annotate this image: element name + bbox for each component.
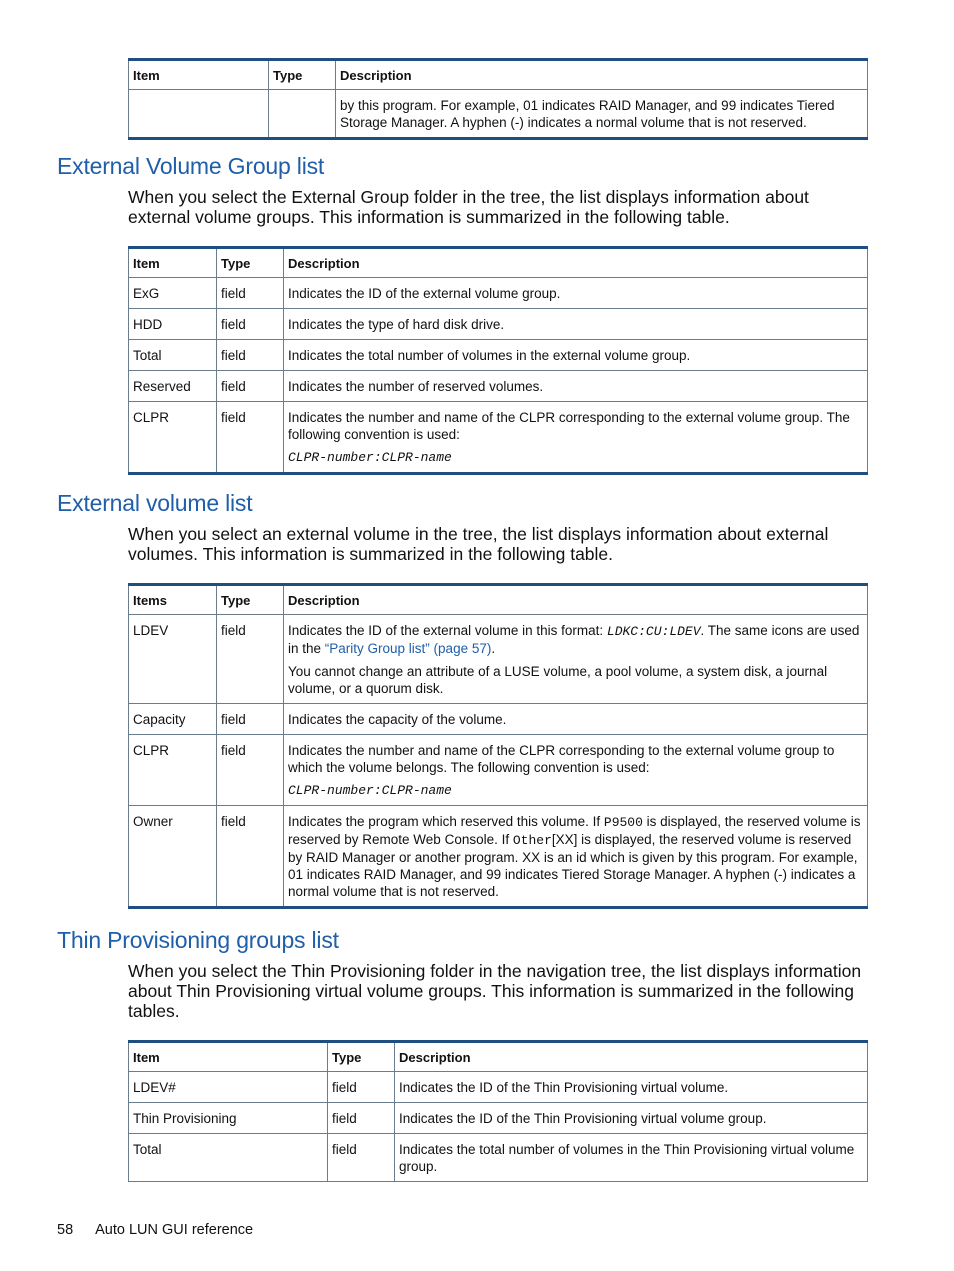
table-row [129,1072,868,1103]
cell-description: Indicates the capacity of the volume. [284,704,868,735]
page-footer [57,1222,253,1238]
description-text: Indicates the ID of the external volume in this format: [288,623,607,638]
program-code: P9500 [603,815,643,830]
cell-item: CLPR [129,735,217,806]
table-row [129,806,868,908]
cell-description: Indicates the total number of volumes in the Thin Provisioning virtual volume group. [395,1134,868,1182]
description-text: . [491,641,496,656]
cell-item: CLPR [129,402,217,474]
header-description: Description [284,248,868,278]
cell-description [284,402,868,474]
parity-group-list-link[interactable]: “Parity Group list” (page 57) [324,641,492,656]
table-row [129,371,868,402]
header-type: Type [269,60,336,90]
cell-description: Indicates the number of reserved volumes. [284,371,868,402]
cell-description: by this program. For example, 01 indicates RAID Manager, and 99 indicates Tiered Storage Manager. A hyphen (-) indicates a normal volume that is not reserved. [336,90,868,139]
header-item: Item [129,60,269,90]
description-text: . The same icons are used in the [288,623,860,656]
external-volume-group-table [128,246,868,475]
cell-type: field [217,309,284,340]
table-row [129,615,868,704]
external-volume-table [128,583,868,909]
table-row [129,90,868,139]
cell-description [284,806,868,908]
header-description: Description [336,60,868,90]
cell-type [269,90,336,139]
description-text: Indicates the number and name of the CLPR corresponding to the external volume group to which the volume belongs. The following convention is used: [288,743,835,775]
cell-item: ExG [129,278,217,309]
description-text: is displayed, the reserved volume is reserved by RAID Manager or another program. XX is an id which is given by this program. For example, 01 indicates RAID Manager, and 99 indicates Tiered Storage Manager. A hyphen (-) indicates a normal volume that is not reserved. [288,832,858,899]
cell-type: field [217,371,284,402]
table-row [129,278,868,309]
table-row [129,309,868,340]
header-description: Description [395,1042,868,1072]
cell-item [129,90,269,139]
description-text: Indicates the program which reserved this volume. If [288,814,604,829]
table-header-row [129,1042,868,1072]
table-header-row [129,60,868,90]
header-type: Type [328,1042,395,1072]
description-note: You cannot change an attribute of a LUSE volume, a pool volume, a system disk, a journal volume, or a quorum disk. [288,664,828,696]
section-heading-external-volume-group: External Volume Group list [57,153,325,179]
cell-type: field [328,1134,395,1182]
cell-type: field [217,340,284,371]
cell-description [284,735,868,806]
table-header-row [129,248,868,278]
cell-type: field [217,735,284,806]
table-row [129,704,868,735]
cell-type: field [217,704,284,735]
section-heading-thin-provisioning: Thin Provisioning groups list [57,927,339,953]
header-items: Items [129,585,217,615]
section-intro-external-volume: When you select an external volume in the tree, the list displays information about external volumes. This information is summarized in the following table. [128,524,829,564]
cell-item: Total [129,340,217,371]
description-text: is displayed, the reserved volume is reserved by Remote Web Console. If [288,814,861,847]
cell-item: LDEV [129,615,217,704]
cell-type: field [328,1072,395,1103]
cell-item: Total [129,1134,328,1182]
cell-type: field [217,806,284,908]
convention-code: CLPR-number:CLPR-name [288,450,452,465]
cell-description: Indicates the ID of the Thin Provisioning virtual volume group. [395,1103,868,1134]
format-code: LDKC:CU:LDEV [606,624,701,639]
footer-section-title: Auto LUN GUI reference [95,1222,254,1238]
cell-description: Indicates the ID of the Thin Provisioning virtual volume. [395,1072,868,1103]
table-row [129,1103,868,1134]
header-item: Item [129,1042,328,1072]
section-intro-thin-provisioning: When you select the Thin Provisioning folder in the navigation tree, the list displays information about Thin Provisioning virtual volume groups. This information is summarized in the following tables. [128,961,862,1021]
program-code-suffix: [XX] [551,832,578,847]
top-continuation-table [128,58,868,140]
cell-description [284,615,868,704]
cell-description: Indicates the total number of volumes in the external volume group. [284,340,868,371]
description-text: Indicates the number and name of the CLPR corresponding to the external volume group. The following convention is used: [288,410,850,442]
thin-provisioning-table [128,1040,868,1182]
convention-code: CLPR-number:CLPR-name [288,783,452,798]
cell-description: Indicates the ID of the external volume group. [284,278,868,309]
program-code: Other [512,833,552,848]
header-description: Description [284,585,868,615]
table-row [129,340,868,371]
cell-description: Indicates the type of hard disk drive. [284,309,868,340]
section-intro-external-volume-group: When you select the External Group folder in the tree, the list displays information about external volume groups. This information is summarized in the following table. [128,187,809,227]
cell-item: Owner [129,806,217,908]
page-number: 58 [57,1222,74,1238]
table-row [129,402,868,474]
cell-type: field [328,1103,395,1134]
table-row [129,735,868,806]
cell-type: field [217,278,284,309]
table-header-row [129,585,868,615]
cell-type: field [217,615,284,704]
cell-item: Reserved [129,371,217,402]
header-type: Type [217,248,284,278]
table-row [129,1134,868,1182]
header-item: Item [129,248,217,278]
cell-item: HDD [129,309,217,340]
cell-type: field [217,402,284,474]
cell-item: LDEV# [129,1072,328,1103]
header-type: Type [217,585,284,615]
cell-item: Thin Provisioning [129,1103,328,1134]
section-heading-external-volume: External volume list [57,490,253,516]
cell-item: Capacity [129,704,217,735]
